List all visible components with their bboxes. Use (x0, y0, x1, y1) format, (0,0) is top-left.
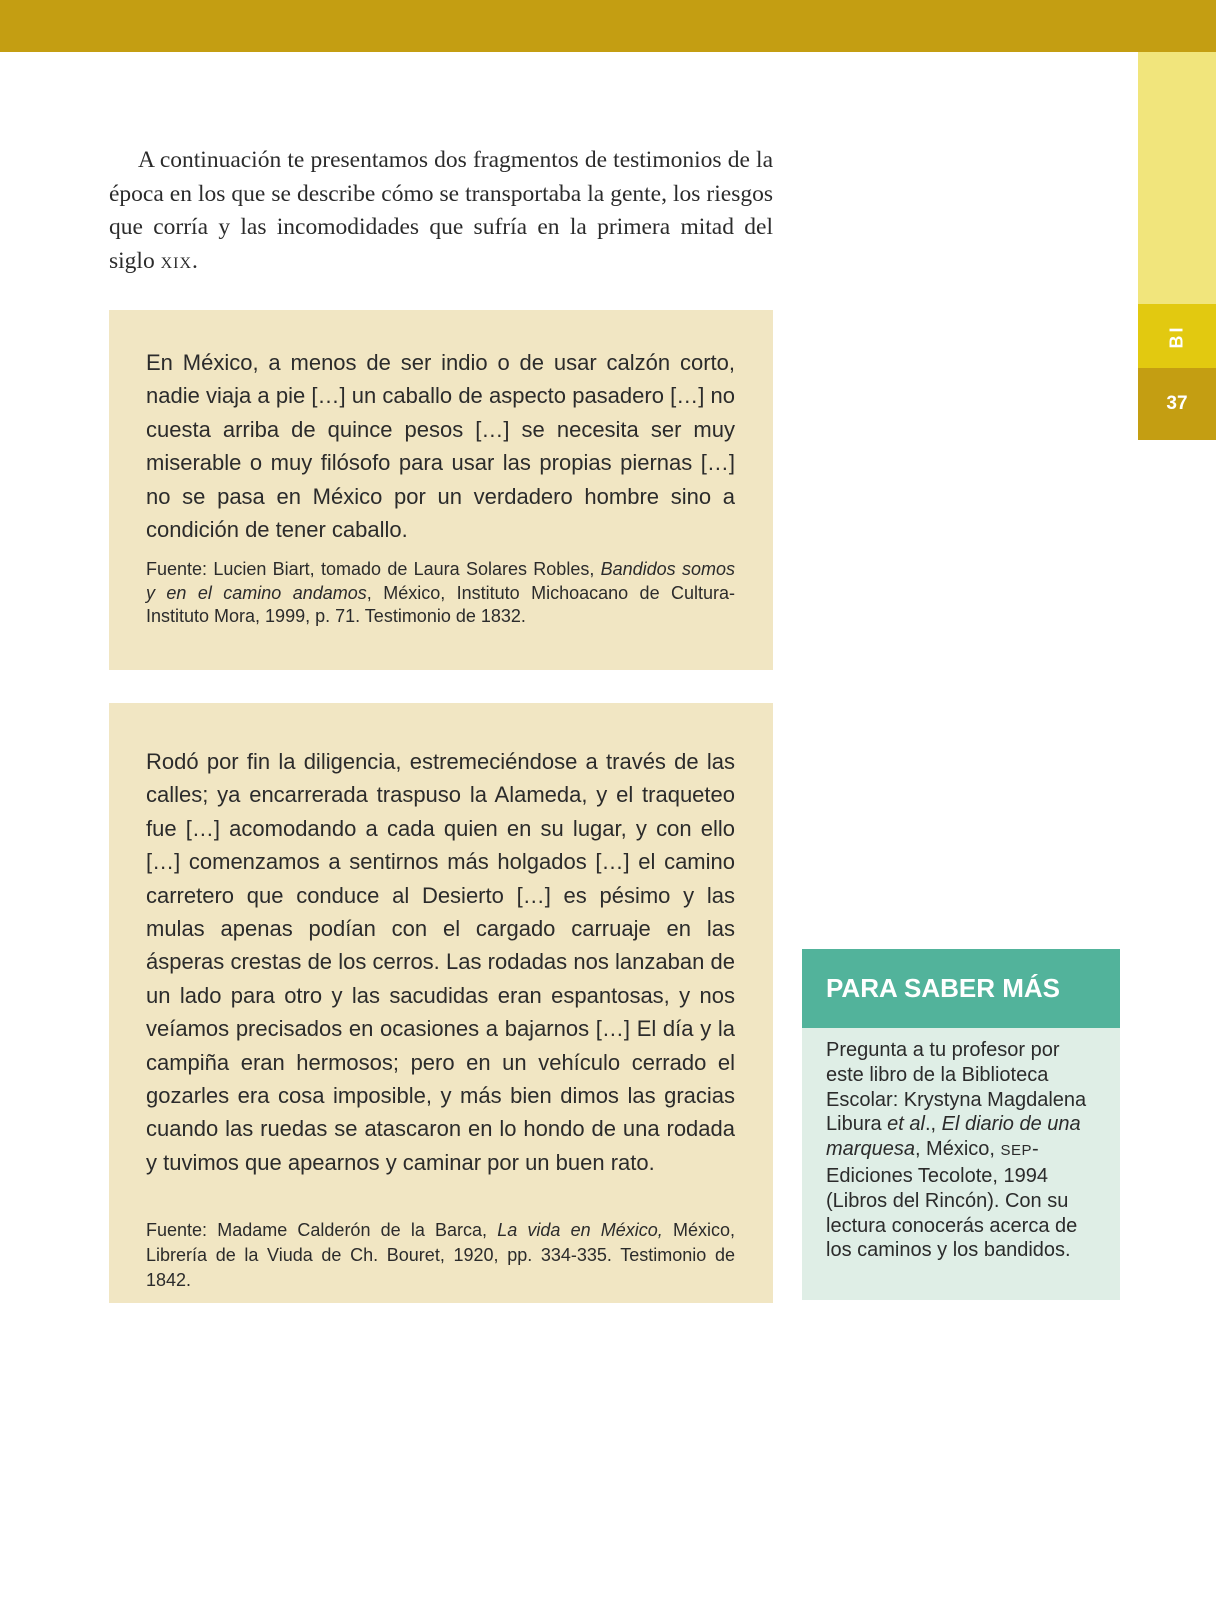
para-saber-mas-header (802, 949, 1120, 1028)
source-1-pre: Fuente: Lucien Biart, tomado de Laura Solares Robles, (146, 559, 601, 579)
testimony-box-1 (109, 310, 773, 670)
source-2-pre: Fuente: Madame Calderón de la Barca, (146, 1220, 498, 1240)
sidebar-text-2: ., (924, 1113, 942, 1136)
sidebar-sep: SEP (1000, 1142, 1033, 1160)
sidebar-text-3: , México, (914, 1138, 1001, 1161)
testimony-1-text: En México, a menos de ser indio o de usar calzón corto, nadie viaja a pie […] un caballo de aspecto pasadero […] no cuesta arriba de quince pesos […] se necesita ser muy miserable o muy filósofo para usar las propias piernas […] no se pasa en México por un verdadero hombre sino a condición de tener caballo. (146, 350, 735, 543)
source-2-title: La vida en México, (497, 1220, 663, 1240)
source-2-post: México, Librería de la Viuda de Ch. Bouret, 1920, pp. 334-335. Testimonio de 1842. (146, 1220, 735, 1290)
testimony-box-2 (109, 703, 773, 1303)
testimony-2-source (146, 1218, 735, 1293)
sidebar-text-1: Pregunta a tu profesor por este libro de la Biblioteca Escolar: Krystyna Magdalena Libura (826, 1039, 1087, 1136)
sidebar-text-4: -Ediciones Tecolote, 1994 (Libros del Rincón). Con su lectura conocerás acerca de los caminos y los bandidos. (826, 1138, 1078, 1262)
page-number-tab (1138, 368, 1216, 440)
intro-text: A continuación te presentamos dos fragmentos de testimonios de la época en los que se describe cómo se transportaba la gente, los riesgos que corría y las incomodidades que sufría en la primera mitad del siglo (109, 147, 773, 274)
sidebar-book-title: El diario de una marquesa (826, 1113, 1081, 1161)
intro-end: . (192, 247, 198, 274)
testimony-1-source (146, 558, 735, 629)
intro-paragraph (109, 144, 773, 278)
testimony-2-text: Rodó por fin la diligencia, estremeciéndose a través de las calles; ya encarrerada traspuso la Alameda, y el traqueteo fue […] acomodando a cada quien en su lugar, y con ello […] comenzamos a sentirnos más holgados […] el camino carretero que conduce al Desierto […] es pésimo y las mulas apenas podían con el cargado carruaje en las ásperas crestas de los cerros. Las rodadas nos lanzaban de un lado para otro y las sacudidas eran espantosas, y nos veíamos precisados en ocasiones a bajarnos […] El día y la campiña eran hermosos; pero en un vehículo cerrado el gozarles era cosa imposible, y más bien dimos las gracias cuando las ruedas se atascaron en lo hondo de una rodada y tuvimos que apearnos y caminar por un buen rato. (146, 749, 735, 1175)
sidebar-etal: et al (887, 1113, 925, 1136)
para-saber-mas-body (802, 1028, 1120, 1300)
para-saber-mas-text (826, 1038, 1102, 1263)
source-1-title: Bandidos somos y en el camino andamos (146, 559, 735, 603)
block-label: BI (1166, 324, 1187, 348)
para-saber-mas-title: PARA SABER MÁS (826, 973, 1061, 1003)
top-color-bar (0, 0, 1216, 52)
block-tab (1138, 304, 1216, 368)
side-tab-decoration (1138, 52, 1216, 304)
page-number: 37 (1166, 393, 1188, 414)
century-numeral: xix (160, 247, 193, 274)
source-1-post: , México, Instituto Michoacano de Cultura-Instituto Mora, 1999, p. 71. Testimonio de 1832. (146, 582, 736, 626)
